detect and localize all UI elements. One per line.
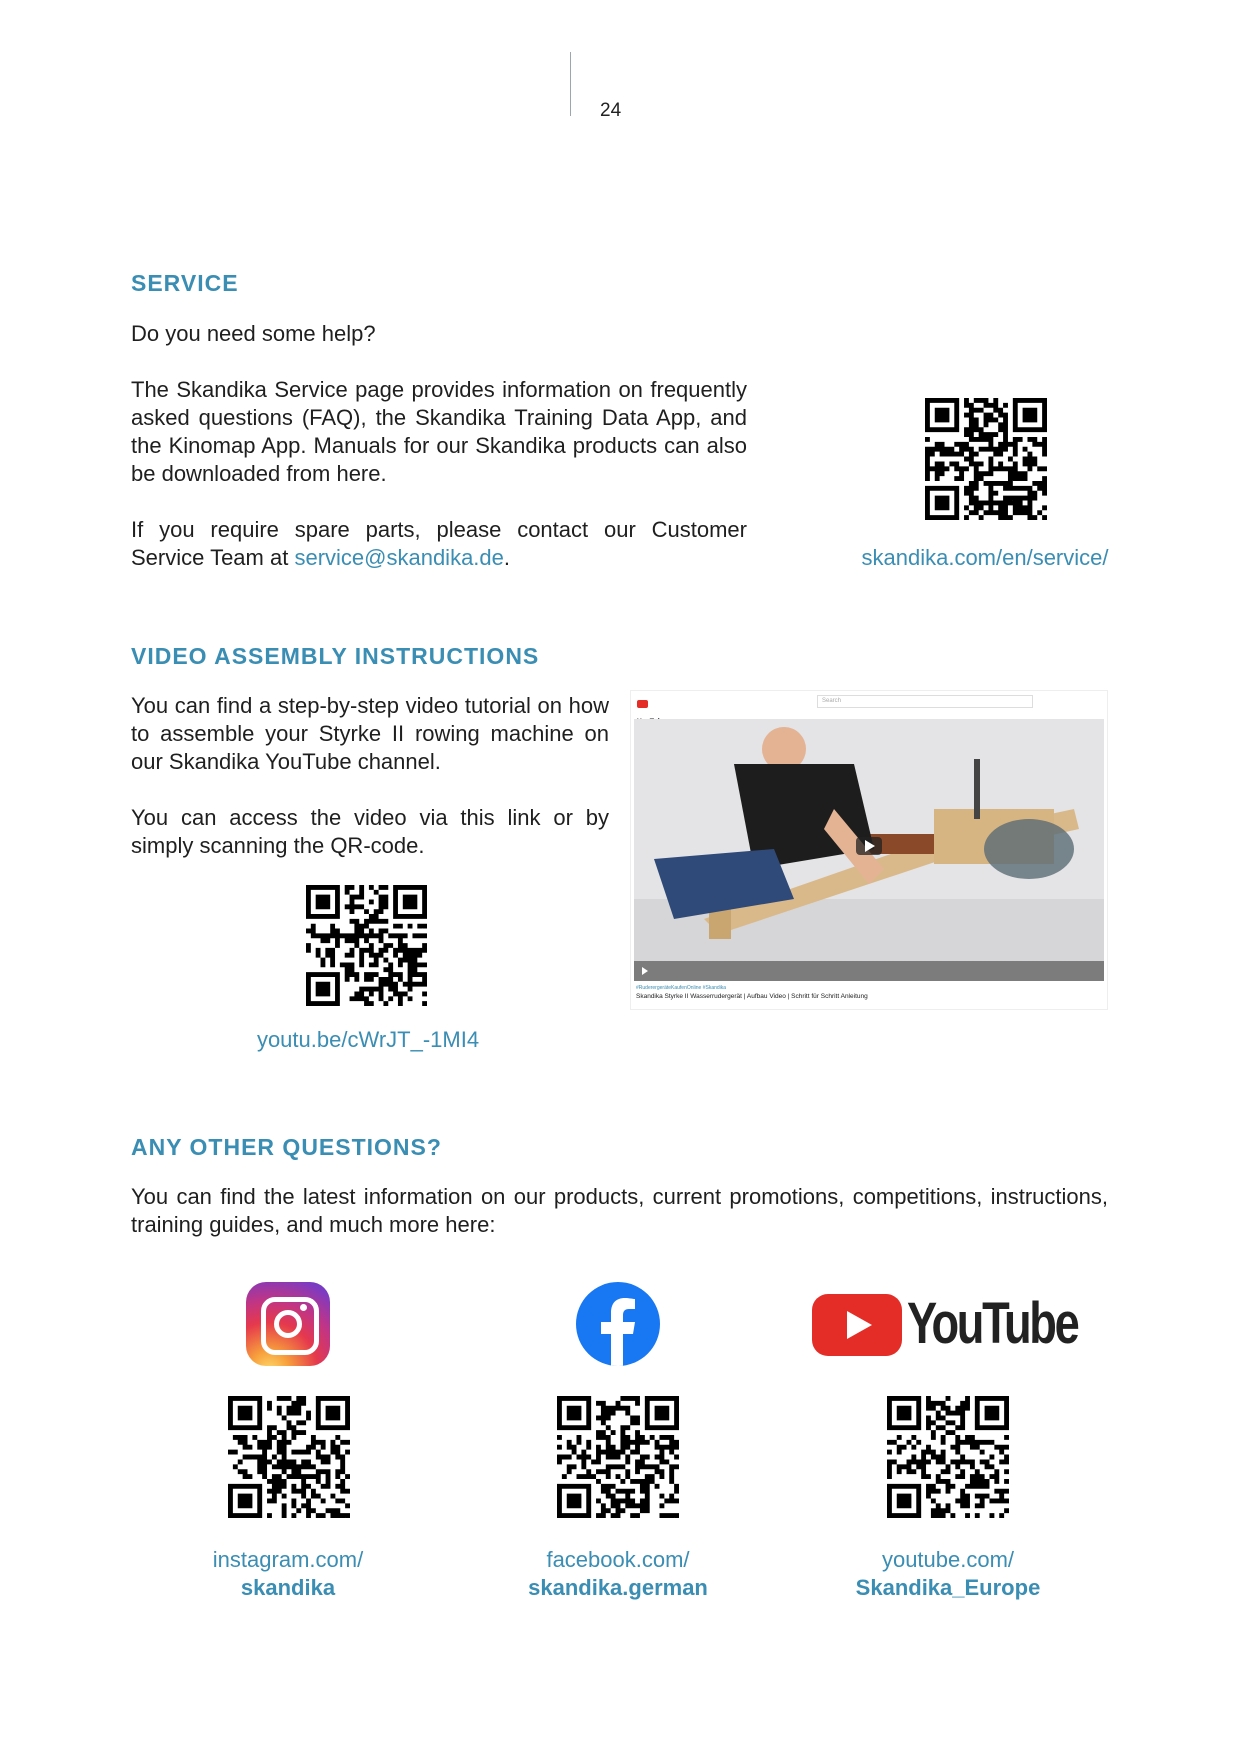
- video-thumbnail[interactable]: [630, 690, 1108, 1010]
- youtube-play-icon: [812, 1294, 902, 1356]
- facebook-url-line2: skandika.german: [528, 1575, 708, 1600]
- video-url-link[interactable]: youtu.be/cWrJT_-1MI4: [256, 1027, 480, 1052]
- facebook-link[interactable]: [468, 1546, 768, 1602]
- instagram-url-line1: instagram.com/: [212, 1547, 364, 1572]
- youtube-qr-code: [887, 1396, 1009, 1518]
- thumbnail-hashtags: #RuderergeräteKaufenOnline #Skandika: [636, 985, 727, 991]
- instagram-link[interactable]: [148, 1546, 428, 1602]
- spare-parts-text: If you require spare parts, please contact our Customer Service Team at: [131, 517, 747, 570]
- page-number: 24: [600, 100, 622, 121]
- questions-paragraph: You can find the latest information on our products, current promotions, competitions, instructions, training guides, and much more here:: [131, 1184, 1108, 1237]
- youtube-logo[interactable]: [812, 1290, 1092, 1360]
- questions-heading: ANY OTHER QUESTIONS?: [131, 1134, 442, 1160]
- youtube-wordmark: YouTube: [907, 1291, 1078, 1356]
- spare-parts-period: .: [503, 545, 511, 570]
- instagram-icon[interactable]: [246, 1282, 330, 1366]
- facebook-url-line1: facebook.com/: [546, 1547, 690, 1572]
- service-paragraph: The Skandika Service page provides information on frequently asked questions (FAQ), the Skandika Training Data App, and the Kinomap App. Manuals for our Skandika products can also be downloaded from here.: [131, 377, 747, 486]
- youtube-url-line1: youtube.com/: [881, 1547, 1015, 1572]
- youtube-link[interactable]: [798, 1546, 1098, 1602]
- youtube-mini-logo: [637, 695, 677, 707]
- service-email-link[interactable]: service@skandika.de: [294, 545, 504, 570]
- video-frame: [634, 719, 1104, 981]
- facebook-icon[interactable]: [576, 1282, 660, 1366]
- video-heading: VIDEO ASSEMBLY INSTRUCTIONS: [131, 643, 540, 669]
- video-access-paragraph: You can access the video via this link or by simply scanning the QR-code.: [131, 805, 609, 858]
- thumbnail-caption: Skandika Styrke II Wasserrudergerät | Aufbau Video | Schritt für Schritt Anleitung: [636, 993, 868, 1000]
- service-url-link[interactable]: skandika.com/en/service/: [861, 545, 1109, 570]
- video-paragraph: You can find a step-by-step video tutorial on how to assemble your Styrke II rowing machine on our Skandika YouTube channel.: [131, 693, 609, 774]
- facebook-qr-code: [557, 1396, 679, 1518]
- service-heading: SERVICE: [131, 270, 239, 296]
- instagram-url-line2: skandika: [240, 1575, 336, 1600]
- service-qr-code: [925, 398, 1047, 520]
- video-qr-code: [306, 885, 427, 1006]
- instagram-qr-code: [228, 1396, 350, 1518]
- youtube-url-line2: Skandika_Europe: [855, 1575, 1041, 1600]
- service-question: Do you need some help?: [131, 321, 376, 346]
- header-divider: [570, 52, 571, 116]
- thumbnail-search-box: Search: [817, 695, 1033, 708]
- spare-parts-paragraph: [131, 516, 747, 572]
